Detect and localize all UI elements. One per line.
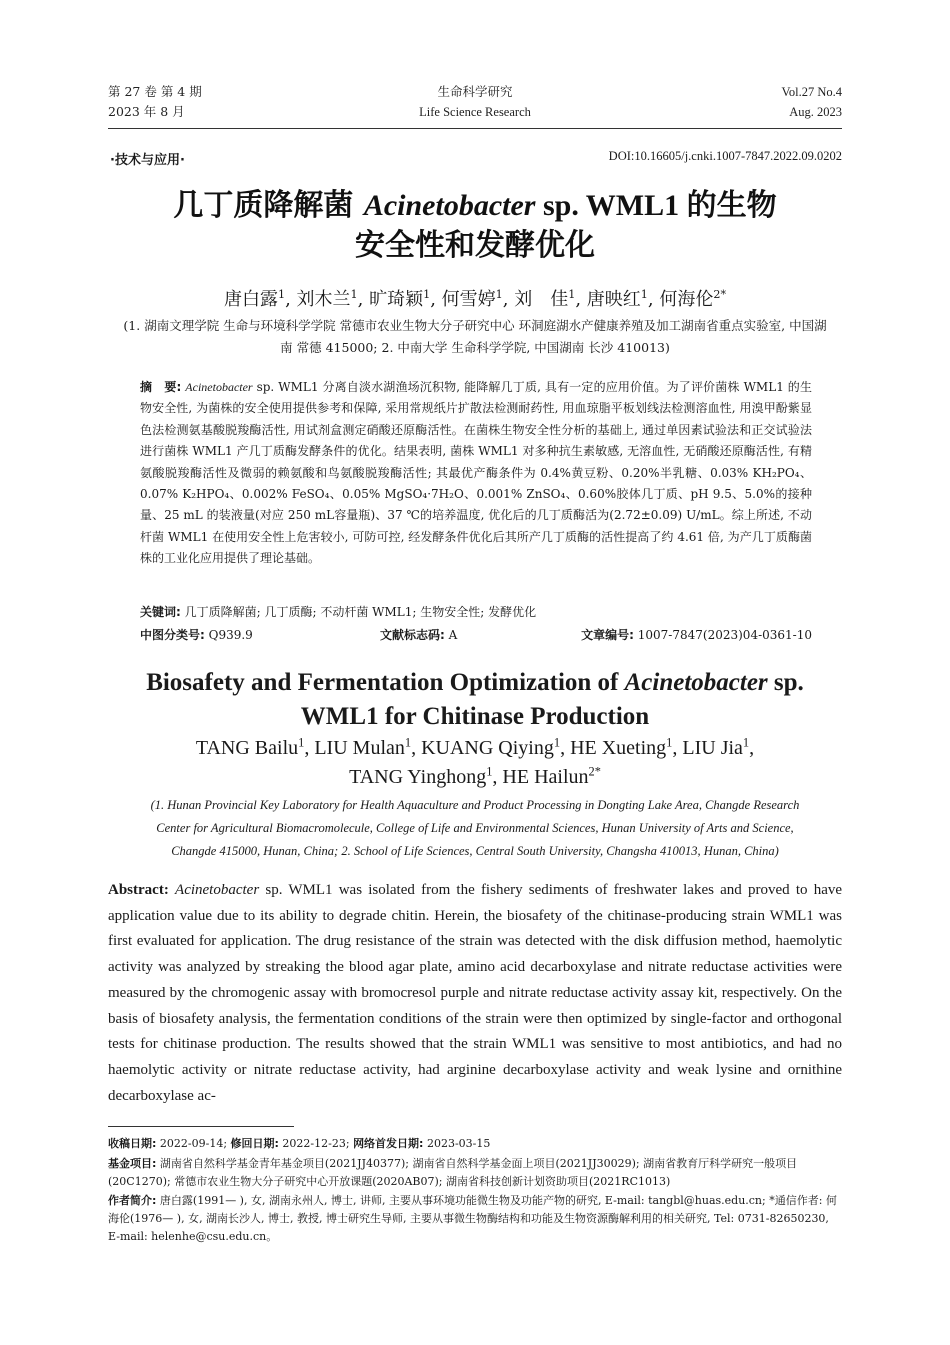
abstract-cn-label: 摘 要: — [140, 380, 182, 394]
authors-en: TANG Bailu$^1$, LIU Mulan$^1$, KUANG Qiying$^1$, HE Xueting$^1$, LIU Jia$^1$, TANG Yinghong$^1$, HE Hailun$^{2*}$ — [195, 735, 755, 788]
clc-number: 中图分类号: Q939.9 — [140, 628, 253, 642]
journal-name-en: Life Science Research — [419, 105, 531, 119]
title-cn-line2: 安全性和发酵优化 — [355, 228, 595, 263]
abstract-en-text: sp. WML1 was isolated from the fishery sediments of freshwater lakes and proved to have application value due to its ability to degrade chitin. Herein, the biosafety of the chitinase-producing strain WML1 was first evaluated for application. The drug resistance of the strain was detected with the disk diffusion method, haemolytic activity was analyzed by streaking the blood agar plate, amino acid decarboxylase and nitrate reductase activities were measured by the chromogenic assay with bromocresol purple and nitrate reductase activity assay kit, respectively. On the basis of biosafety analysis, the fermentation conditions of the strain were then optimized by single-factor and orthogonal tests for chitinase production. The results showed that the strain WML1 was sensitive to most antibiotics, and had no haemolytic activity or nitrate reductase activity, had arginine decarboxylase activity and weak lysine and ornithine decarboxylase ac- — [108, 882, 843, 1104]
abstract-cn-text: sp. WML1 分离自淡水湖渔场沉积物, 能降解几丁质, 具有一定的应用价值。为了评价菌株 WML1 的生物安全性, 为菌株的安全使用提供参考和保障, 采用常规纸片扩散法检测耐药性, 用血琼脂平板划线法检测溶血性, 用溴甲酚紫显色法检测氨基酸脱羧酶活性, 用试剂盒测定硝酸还原酶活性。在菌株生物安全性分析的基础上, 通过单因素试验法和正交试验法进行菌株 WML1 产几丁质酶发酵条件的优化。结果表明, 菌株 WML1 对多种抗生素敏感, 无溶血性, 无硝酸还原酶活性, 有精氨酸脱羧酶活性及微弱的赖氨酸和鸟氨酸脱羧酶活性; 其最优产酶条件为 0.4%黄豆粉、0.20%半乳糖、0.03% KH₂PO₄、0.07% K₂HPO₄、0.002% FeSO₄、0.05% MgSO₄·7H₂O、0.001% ZnSO₄、0.60%胶体几丁质、pH 9.5、5.0%的接种量、25 mL 的装液量(对应 250 mL容量瓶)、37 ℃的培养温度, 优化后的几丁质酶活为(2.72±0.09) U/mL。综上所述, 不动杆菌 WML1 在使用安全性上危害较小, 可防可控, 经发酵条件优化后其所产几丁质酶的活性提高了约 4.61 倍, 为产几丁质酶菌株的工业化应用提供了理论基础。 — [140, 380, 812, 566]
authors-cn: 唐白露$^1$, 刘木兰$^1$, 旷琦颖$^1$, 何雪婷$^1$, 刘 佳$^1$, 唐映红$^1$, 何海伦$^{2*}$ — [223, 288, 727, 310]
keywords-cn-text: 几丁质降解菌; 几丁质酶; 不动杆菌 WML1; 生物安全性; 发酵优化 — [180, 605, 537, 619]
abstract-en-label: Abstract: — [108, 882, 169, 898]
author-en: LIU Jia$^1$ — [682, 735, 750, 759]
author-cn: 刘 佳$^1$ — [514, 288, 576, 310]
author-en: LIU Mulan$^1$ — [314, 735, 412, 759]
keywords-cn — [140, 603, 812, 620]
doi: DOI:10.16605/j.cnki.1007-7847.2022.09.0202 — [608, 149, 842, 163]
footnote-dates: 收稿日期: 2022-09-14; 修回日期: 2022-12-23; 网络首发日期: 2023-03-15 — [108, 1137, 491, 1150]
author-en: HE Hailun$^{2*}$ — [502, 764, 601, 788]
abstract-cn-italic: Acinetobacter — [185, 380, 253, 394]
volume-en: Vol.27 No.4 — [781, 85, 842, 99]
volume-cn: 第 27 卷 第 4 期 — [108, 84, 202, 99]
author-en: TANG Bailu$^1$ — [195, 735, 305, 759]
section-tag: ·技术与应用· — [110, 153, 185, 168]
title-en-part2: sp. — [767, 669, 804, 696]
title-cn-italic: Acinetobacter — [363, 189, 536, 222]
journal-name-cn: 生命科学研究 — [437, 84, 513, 99]
abstract-en — [108, 878, 842, 1109]
header-rule — [108, 128, 842, 129]
title-en-italic: Acinetobacter — [624, 669, 768, 696]
footnote-rule — [108, 1126, 294, 1127]
title-cn — [0, 186, 950, 266]
author-cn: 何雪婷$^1$ — [441, 288, 503, 310]
title-en-line2: WML1 for Chitinase Production — [300, 703, 650, 730]
footnote-author: 作者简介: 唐白露(1991— ), 女, 湖南永州人, 博士, 讲师, 主要从事环境功能微生物及功能产物的研究, E-mail: tangbl@huas.edu.cn; *通信作者: 何海伦(1976— ), 女, 湖南长沙人, 博士, 教授, 博士研究生导师, 主要从事微生物酶结构和功能及生物资源酶解利用的相关研究, Tel: 0731-82650230, E-mail: helenhe@csu.edu.cn。 — [108, 1194, 837, 1243]
title-cn-part2: sp. WML1 的生物 — [535, 189, 777, 222]
author-en: KUANG Qiying$^1$ — [421, 735, 561, 759]
author-cn: 唐白露$^1$ — [223, 288, 286, 310]
date-en: Aug. 2023 — [789, 105, 842, 119]
keywords-cn-label: 关键词: — [140, 605, 181, 619]
author-cn: 唐映红$^1$ — [586, 288, 648, 310]
author-cn: 何海伦$^{2*}$ — [659, 288, 727, 310]
title-en-part1: Biosafety and Fermentation Optimization of — [146, 669, 625, 696]
author-en: HE Xueting$^1$ — [570, 735, 673, 759]
date-cn: 2023 年 8 月 — [108, 104, 185, 119]
affiliation-en-line1: (1. Hunan Provincial Key Laboratory for Health Aquaculture and Product Processing in Dongting Lake Area, Changde Research — [150, 798, 800, 812]
affiliation-en-line2: Center for Agricultural Biomacromolecule, College of Life and Environmental Sciences, Hunan University of Arts and Science, — [156, 821, 794, 835]
abstract-en-italic: Acinetobacter — [175, 882, 260, 898]
title-cn-part1: 几丁质降解菌 — [173, 188, 364, 223]
article-number: 文章编号: 1007-7847(2023)04-0361-10 — [581, 628, 812, 642]
author-cn: 刘木兰$^1$ — [296, 288, 358, 310]
author-en: TANG Yinghong$^1$ — [349, 764, 493, 788]
abstract-cn — [140, 377, 812, 570]
affiliation-en-line3: Changde 415000, Hunan, China; 2. School of Life Sciences, Central South University, Changsha 410013, Hunan, China) — [171, 844, 779, 858]
title-en — [0, 666, 950, 734]
document-code: 文献标志码: A — [380, 628, 458, 642]
affiliation-en — [100, 794, 850, 863]
affiliation-cn: (1. 湖南文理学院 生命与环境科学学院 常德市农业生物大分子研究中心 环洞庭湖水产健康养殖及加工湖南省重点实验室, 中国湖南 常德 415000; 2. 中南大学 生命科学学院, 中国湖南 长沙 410013) — [123, 318, 827, 355]
running-header-right — [781, 82, 842, 122]
footnote-fund: 基金项目: 湖南省自然科学基金青年基金项目(2021JJ40377); 湖南省自然科学基金面上项目(2021JJ30029); 湖南省教育厅科学研究一般项目(20C1270); 常德市农业生物大分子研究中心开放课题(2020AB07); 湖南省科技创新计划资助项目(2021RC1013) — [108, 1157, 798, 1188]
author-cn: 旷琦颖$^1$ — [369, 288, 431, 310]
